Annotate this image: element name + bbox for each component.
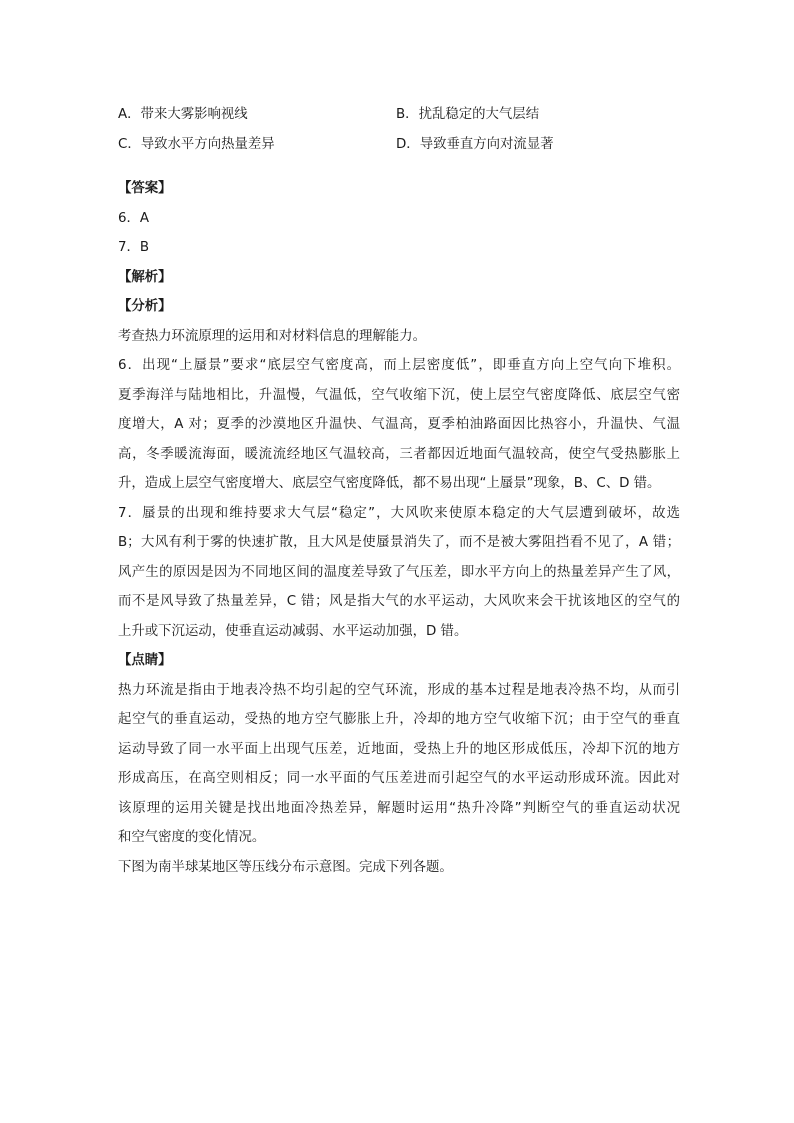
option-d: D．导致垂直方向对流显著	[396, 136, 554, 152]
key-point-line: 热力环流是指由于地表冷热不均引起的空气环流，形成的基本过程是地表冷热不均，从而引	[118, 682, 680, 698]
q7-line: 7．蜃景的出现和维持要求大气层“稳定”，大风吹来使原本稳定的大气层遭到破坏，故选	[118, 505, 680, 521]
analysis-intro: 考查热力环流原理的运用和对材料信息的理解能力。	[118, 328, 426, 344]
key-point-line: 形成高压，在高空则相反；同一水平面的气压差进而引起空气的水平运动形成环流。因此对	[118, 771, 680, 786]
document-page	[118, 100, 680, 882]
options-row-2	[118, 130, 680, 160]
key-point-line: 运动导致了同一水平面上出现气压差，近地面，受热上升的地区形成低压，冷却下沉的地方	[118, 741, 680, 757]
q6-line: 升，造成上层空气密度增大、底层空气密度降低，都不易出现“上蜃景”现象，B、C、D 错。	[118, 476, 661, 491]
q7-line: 上升或下沉运动，使垂直运动减弱、水平运动加强，D 错。	[118, 623, 468, 639]
option-b: B．扰乱稳定的大气层结	[396, 107, 540, 122]
key-points-text	[118, 676, 680, 853]
q6-line: 6．出现“上蜃景”要求“底层空气密度高，而上层密度低”，即垂直方向上空气向下堆积。	[118, 358, 680, 373]
next-question-intro: 下图为南半球某地区等压线分布示意图。完成下列各题。	[118, 859, 453, 875]
q6-explanation	[118, 351, 680, 499]
key-point-line: 起空气的垂直运动，受热的地方空气膨胀上升，冷却的地方空气收缩下沉；由于空气的垂直	[118, 712, 680, 727]
answer-heading: 【答案】	[118, 181, 172, 196]
key-points-heading: 【点睛】	[118, 653, 172, 668]
analysis-heading: 【解析】	[118, 269, 172, 285]
option-a: A．带来大雾影响视线	[118, 107, 248, 122]
sub-analysis-heading: 【分析】	[118, 299, 172, 314]
q7-line: 风产生的原因是因为不同地区间的温度差导致了气压差，即水平方向上的热量差异产生了风，	[118, 564, 680, 580]
key-point-line: 和空气密度的变化情况。	[118, 830, 266, 845]
q7-line: B；大风有利于雾的快速扩散，且大风是使蜃景消失了，而不是被大雾阻挡看不见了，A 错；	[118, 535, 680, 550]
answer-item-7: 7．B	[118, 240, 150, 255]
q7-explanation	[118, 499, 680, 647]
q6-line: 高，冬季暖流海面，暖流流经地区气温较高，三者都因近地面气温较高，使空气受热膨胀上	[118, 446, 680, 462]
q7-line: 而不是风导致了热量差异，C 错；风是指大气的水平运动，大风吹来会干扰该地区的空气的	[118, 594, 680, 609]
key-point-line: 该原理的运用关键是找出地面冷热差异，解题时运用“热升冷降”判断空气的垂直运动状况	[118, 800, 680, 816]
q6-line: 度增大，A 对；夏季的沙漠地区升温快、气温高，夏季柏油路面因比热容小，升温快、气温	[118, 417, 680, 432]
spacer	[118, 159, 680, 174]
q6-line: 夏季海洋与陆地相比，升温慢，气温低，空气收缩下沉，使上层空气密度降低、底层空气密	[118, 387, 680, 403]
options-row-1	[118, 100, 680, 130]
option-c: C．导致水平方向热量差异	[118, 136, 275, 152]
answer-item-6: 6．A	[118, 210, 150, 226]
